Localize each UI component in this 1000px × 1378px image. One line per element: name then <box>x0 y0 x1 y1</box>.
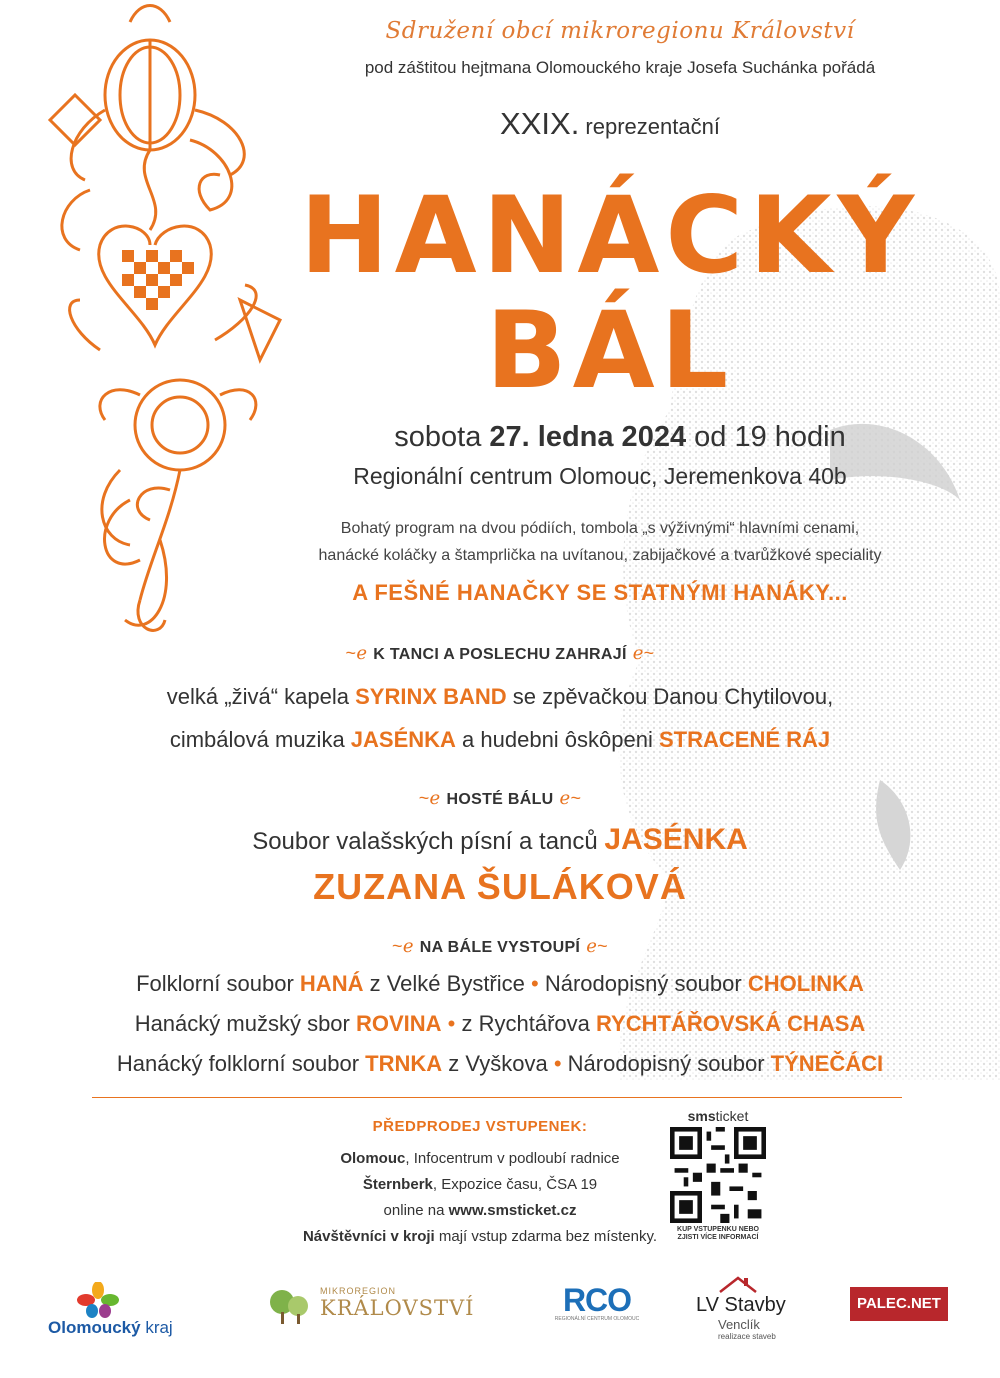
flower-logo-icon <box>68 1282 128 1318</box>
program-line-1: Bohatý program na dvou pódiích, tombola „s výživnými“ hlavními cenami, <box>340 520 860 537</box>
text: cimbálová muzika <box>169 727 351 752</box>
text: online na <box>383 1202 449 1219</box>
band-name: STRACENÉ RÁJ <box>659 727 831 752</box>
trees-logo-icon <box>268 1286 314 1326</box>
ensemble-name: HANÁ <box>299 971 364 996</box>
swirl-icon: ~ℯ <box>392 936 414 956</box>
text: z Velké Bystřice <box>363 971 531 996</box>
brand-part: ticket <box>715 1108 749 1124</box>
logo-title: KRÁLOVSTVÍ <box>320 1296 475 1320</box>
band-name: SYRINX BAND <box>355 684 507 709</box>
text: mají vstup zdarma bez místenky. <box>434 1228 658 1245</box>
ensemble-name: ROVINA <box>355 1011 442 1036</box>
music-heading-text: K TANCI A POSLECHU ZAHRAJÍ <box>373 646 627 663</box>
logo-text: realizace staveb <box>718 1332 776 1341</box>
music-heading <box>0 643 1000 664</box>
caption-line: KUP VSTUPENKU NEBO <box>677 1226 759 1233</box>
logo-text: LV <box>696 1294 719 1316</box>
program-tagline: A FEŠNÉ HANAČKY SE STATNÝMI HANÁKY... <box>352 580 848 605</box>
swirl-icon: ℯ~ <box>632 643 655 663</box>
city: Šternberk <box>362 1176 433 1193</box>
logo-text: Venclík <box>718 1317 760 1332</box>
text: Soubor valašských písní a tanců <box>252 828 605 855</box>
smsticket-link[interactable]: www.smsticket.cz <box>448 1202 577 1219</box>
music-line-1 <box>0 684 1000 710</box>
olomoucky-kraj-text <box>48 1318 218 1338</box>
logo-text: Stavby <box>724 1294 786 1316</box>
edition-line <box>330 106 890 142</box>
caption-line: ZJISTI VÍCE INFORMACÍ <box>677 1234 759 1242</box>
qr-code-icon[interactable] <box>670 1127 766 1223</box>
date-value: 27. ledna 2024 <box>489 421 687 453</box>
performers-heading-text: NA BÁLE VYSTOUPÍ <box>419 939 581 956</box>
edition-text: reprezentační <box>579 114 720 139</box>
text: Hanácký folklorní soubor <box>116 1051 366 1076</box>
music-line-2 <box>0 727 1000 753</box>
text: Hanácký mužský sbor <box>134 1011 356 1036</box>
text: se zpěvačkou Danou Chytilovou, <box>506 684 834 709</box>
city: Olomouc <box>340 1150 406 1167</box>
date-prefix: sobota <box>394 421 490 453</box>
swirl-icon: ℯ~ <box>586 936 608 956</box>
title-line-2: BÁL <box>485 289 735 412</box>
swirl-icon: ~ℯ <box>418 788 441 808</box>
edition-roman: XXIX. <box>500 106 580 141</box>
text: Národopisný soubor <box>561 1051 771 1076</box>
text: , Expozice času, ČSA 19 <box>432 1176 598 1193</box>
guests-heading-text: HOSTÉ BÁLU <box>446 791 554 808</box>
text: z Rychtářova <box>455 1011 596 1036</box>
brand-part: sms <box>687 1108 716 1124</box>
qr-caption <box>668 1226 768 1243</box>
logo-text: kraj <box>140 1318 173 1337</box>
event-date <box>270 421 970 454</box>
rco-logo[interactable] <box>552 1284 642 1322</box>
presale-title: PŘEDPRODEJ VSTUPENEK: <box>372 1118 588 1135</box>
text: Národopisný soubor <box>538 971 748 996</box>
performers-row-1 <box>0 971 1000 997</box>
text: a hudebni ôskôpeni <box>455 727 659 752</box>
house-roof-icon <box>718 1274 758 1294</box>
lv-stavby-text <box>696 1294 806 1317</box>
organizer-name: Sdružení obcí mikroregionu Království <box>385 18 855 44</box>
palec-net-logo[interactable]: PALEC.NET <box>850 1287 948 1321</box>
event-venue: Regionální centrum Olomouc, Jeremenkova 40b <box>353 463 847 489</box>
band-name: JASÉNKA <box>350 727 456 752</box>
performers-row-3 <box>0 1051 1000 1077</box>
performers-heading <box>0 936 1000 957</box>
guests-line-1 <box>0 823 1000 857</box>
text: Návštěvníci v kroji <box>302 1228 435 1245</box>
olomoucky-kraj-logo[interactable] <box>48 1282 218 1338</box>
bullet: • <box>531 971 539 996</box>
text: , Infocentrum v podloubí radnice <box>405 1150 620 1167</box>
patron-line: pod záštitou hejtmana Olomouckého kraje Josefa Suchánka pořádá <box>364 58 876 77</box>
text: z Vyškova <box>442 1051 554 1076</box>
date-time: od 19 hodin <box>686 421 846 453</box>
guest-headliner: ZUZANA ŠULÁKOVÁ <box>313 866 687 907</box>
ensemble-name: CHOLINKA <box>747 971 864 996</box>
ensemble-name: TÝNEČÁCI <box>770 1051 884 1076</box>
performers-row-2 <box>0 1011 1000 1037</box>
text: velká „živá“ kapela <box>166 684 356 709</box>
logo-text: Olomoucký <box>48 1318 141 1337</box>
bullet: • <box>447 1011 456 1036</box>
title-line-1: HANÁCKÝ <box>299 174 921 297</box>
rco-subtitle: REGIONÁLNÍ CENTRUM OLOMOUC <box>554 1316 640 1322</box>
smsticket-brand <box>668 1108 768 1124</box>
swirl-icon: ~ℯ <box>345 643 368 663</box>
swirl-icon: ℯ~ <box>559 788 582 808</box>
qr-block[interactable] <box>668 1108 768 1243</box>
bullet: • <box>553 1051 562 1076</box>
guests-heading <box>0 788 1000 809</box>
ensemble-name: TRNKA <box>365 1051 443 1076</box>
ensemble-name: RYCHTÁŘOVSKÁ CHASA <box>595 1011 866 1036</box>
mikroregion-kralovstvi-logo[interactable] <box>268 1286 478 1326</box>
logo-subtitle: MIKROREGION <box>320 1286 397 1296</box>
guest-name: JASÉNKA <box>604 823 748 856</box>
lv-stavby-logo[interactable] <box>696 1274 806 1341</box>
divider <box>92 1097 902 1098</box>
program-line-2: hanácké koláčky a štamprlička na uvítanou, zabijačkové a tvarůžkové speciality <box>318 547 882 564</box>
text: Folklorní soubor <box>136 971 300 996</box>
rco-text: RCO <box>562 1282 632 1318</box>
